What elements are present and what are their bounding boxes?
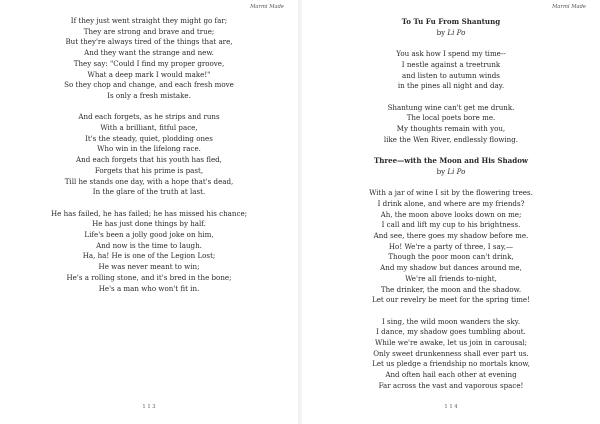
- stanza: [0, 112, 298, 198]
- poem-line: Forgets that his prime is past,: [94, 165, 204, 175]
- poem-line: They say: "Could I find my proper groove,: [73, 58, 225, 68]
- running-header: Marmi Made: [552, 4, 586, 10]
- poem-line: Let our revelry be meet for the spring time!: [372, 295, 530, 305]
- poem-line: He's a rolling stone, and it's bred in the bone;: [66, 272, 232, 282]
- byline-by: by: [436, 27, 446, 37]
- page-number: 1 1 3: [142, 404, 156, 410]
- poem-line: Far across the vast and vaporous space!: [378, 380, 524, 390]
- stanza: [302, 49, 600, 92]
- poem-author: Li Po: [447, 166, 466, 176]
- poem-line: While we're awake, let us join in carousal;: [374, 338, 528, 348]
- poem-author: Li Po: [447, 27, 466, 37]
- poem-line: Ah, the moon above looks down on me;: [380, 209, 522, 219]
- poem-line: He has just done things by half.: [92, 219, 206, 229]
- poem-line: We're all friends to-night,: [405, 273, 497, 283]
- poem-line: I call and lift my cup to his brightness.: [381, 220, 521, 230]
- stanza: [302, 317, 600, 392]
- left-page: [0, 0, 298, 424]
- byline-by: by: [436, 166, 446, 176]
- poem-line: in the pines all night and day.: [397, 81, 505, 91]
- poem-line: If they just went straight they might go far;: [70, 16, 228, 25]
- poem-line: But they're always tired of the things that are,: [65, 37, 233, 47]
- poem-line: In the glare of the truth at last.: [92, 187, 206, 197]
- poem-line: Till he stands one day, with a hope that's dead,: [64, 176, 234, 186]
- running-header: Marmi Made: [250, 4, 284, 10]
- poem-line: With a jar of wine I sit by the flowering trees.: [369, 188, 533, 198]
- poem-line: I nestle against a treetrunk: [401, 59, 501, 69]
- poem-line: What a deep mark I would make!": [87, 69, 211, 79]
- poem-line: My thoughts remain with you,: [396, 124, 506, 133]
- poem-line: They are strong and brave and true;: [83, 26, 215, 36]
- poem-line: The local poets bore me.: [406, 113, 496, 123]
- poem-line: He has failed, he has failed; he has missed his chance;: [50, 208, 248, 218]
- poem-line: It's the steady, quiet, plodding ones: [85, 133, 213, 143]
- poem-line: Let us pledge a friendship no mortals know,: [372, 359, 530, 369]
- poem-text: [0, 16, 298, 294]
- poem-line: like the Wen River, endlessly flowing.: [383, 134, 519, 144]
- poem-line: Only sweet drunkenness shall ever part us.: [373, 348, 529, 358]
- page-number: 1 1 4: [444, 404, 458, 410]
- poem-line: I dance, my shadow goes tumbling about.: [376, 327, 526, 337]
- poem-line: Though the poor moon can't drink,: [388, 252, 514, 262]
- poem-line: I sing, the wild moon wanders the sky.: [382, 316, 520, 326]
- poem-line: With a brilliant, fitful pace,: [100, 123, 198, 133]
- poem-line: and listen to autumn winds: [402, 70, 500, 80]
- poem-line: Ho! We're a party of three, I say,—: [388, 241, 514, 251]
- poem-line: And each forgets that his youth has fled,: [76, 155, 222, 165]
- poem-line: He's a man who won't fit in.: [98, 283, 200, 293]
- poem-line: Shantung wine can't get me drunk.: [387, 102, 515, 112]
- poem-title: To Tu Fu From Shantung: [401, 17, 501, 26]
- poem-line: And see, there goes my shadow before me.: [373, 231, 529, 240]
- poem-line: And now is the time to laugh.: [96, 240, 202, 250]
- poem-line: Ha, ha! He is one of the Legion Lost;: [82, 251, 216, 261]
- poem-line: The drinker, the moon and the shadow.: [380, 284, 522, 294]
- poem-line: Who win in the lifelong race.: [97, 144, 201, 154]
- poem-line: And my shadow but dances around me,: [380, 263, 522, 273]
- poem-line: And each forgets, as he strips and runs: [78, 112, 220, 122]
- poem-byline: [302, 167, 600, 178]
- stanza: [0, 16, 298, 102]
- poem-line: And they want the strange and new.: [84, 48, 214, 58]
- stanza: [302, 103, 600, 146]
- stanza: [302, 188, 600, 306]
- poem-line: So they chop and change, and each fresh move: [64, 80, 234, 90]
- poem-line: Life's been a jolly good joke on him,: [84, 230, 214, 240]
- poem-byline: [302, 28, 600, 39]
- poem-title: Three—with the Moon and His Shadow: [373, 156, 529, 166]
- poem-text: [302, 17, 600, 392]
- poem-line: Is only a fresh mistake.: [107, 90, 191, 100]
- right-page: [302, 0, 600, 424]
- poem-line: And often hail each other at evening: [385, 370, 517, 380]
- stanza: [0, 209, 298, 295]
- poem-line: You ask how I spend my time--: [396, 49, 506, 59]
- poem-line: I drink alone, and where are my friends?: [377, 198, 525, 208]
- poem-line: He was never meant to win;: [98, 262, 200, 272]
